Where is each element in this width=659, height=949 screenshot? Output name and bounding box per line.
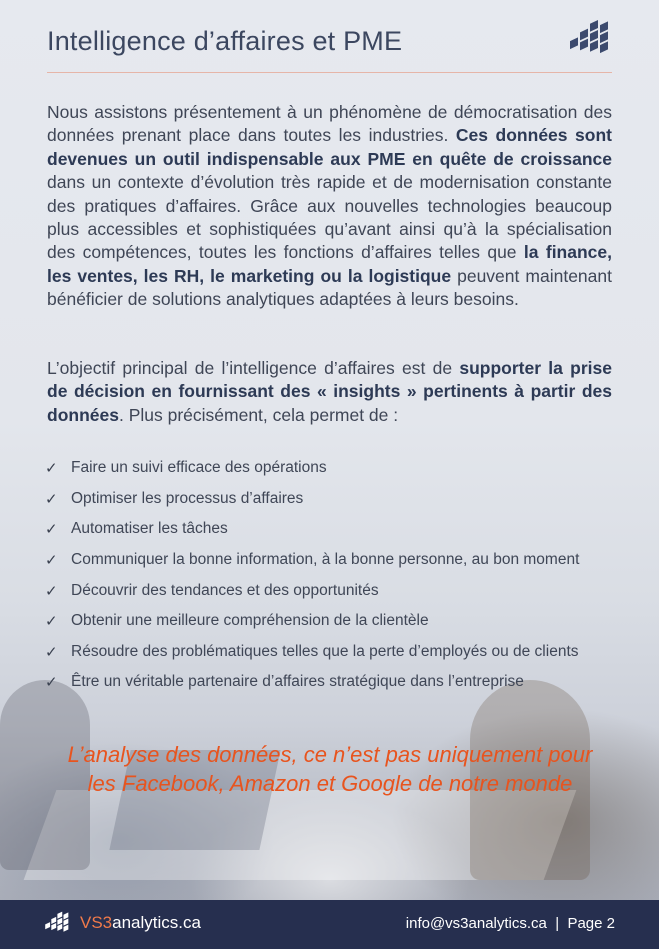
brand-rest: analytics.ca [112,913,201,932]
quote-line-2: les Facebook, Amazon et Google de notre monde [87,771,573,796]
list-item [45,606,579,637]
list-item-label: Faire un suivi efficace des opérations [71,459,327,477]
list-item-label: Être un véritable partenaire d’affaires stratégique dans l’entreprise [71,673,524,691]
list-item-label: Optimiser les processus d’affaires [71,489,304,507]
check-icon: ✓ [45,674,58,692]
page-footer [0,900,659,949]
page-title: Intelligence d’affaires et PME [47,26,403,56]
list-item-label: Communiquer la bonne information, à la bonne personne, au bon moment [71,551,580,569]
list-item [45,514,579,545]
intro-emphasis: Ces données sont devenues un outil indispensable aux PME en quête de croissance [47,125,612,169]
quote-line-1: L’analyse des données, ce n’est pas uniquement pour [67,742,593,767]
benefits-checklist [45,453,579,698]
title-divider [47,72,612,73]
footer-contact: info@vs3analytics.ca | Page 2 [405,915,615,932]
vs3-bar-logo-icon [568,20,614,64]
check-icon: ✓ [45,613,58,631]
intro-emphasis: la finance, les ventes, les RH, le marketing ou la logistique [47,242,612,286]
check-icon: ✓ [45,582,58,600]
footer-brand-link[interactable] [80,913,201,933]
highlight-quote [40,740,620,798]
intro-text: dans un contexte d’évolution très rapide et de modernisation constante des pratiques d’affaires. Grâce aux nouvelles technologies beaucoup plus accessibles et sophistiquées qu’avant ainsi qu’à la spécialisation des compétences, toutes les fonctions d’affaires telles que [47,172,612,263]
list-item [45,453,579,484]
list-item-label: Obtenir une meilleure compréhension de la clientèle [71,612,429,630]
list-item [45,637,579,668]
objective-emphasis: supporter la prise de décision en fournissant des « insights » pertinents à partir des données [47,358,612,425]
intro-text: peuvent maintenant bénéficier de solutions analytiques adaptées à leurs besoins. [47,265,612,310]
intro-paragraph [47,101,612,312]
check-icon: ✓ [45,552,58,570]
background-table [24,790,577,880]
list-item-label: Résoudre des problématiques telles que la perte d’employés ou de clients [71,642,579,660]
check-icon: ✓ [45,643,58,661]
list-item [45,545,579,576]
list-item [45,484,579,515]
vs3-bar-logo-icon [44,911,72,939]
objective-paragraph [47,357,612,427]
objective-text: . Plus précisément, cela permet de : [118,404,399,425]
list-item [45,575,579,606]
check-icon: ✓ [45,460,58,478]
intro-text: Nous assistons présentement à un phénomène de démocratisation des données prenant place dans toutes les industries. [47,102,612,146]
check-icon: ✓ [45,521,58,539]
list-item [45,667,579,698]
list-item-label: Automatiser les tâches [71,520,228,538]
objective-text: L’objectif principal de l’intelligence d’affaires est de [47,358,460,378]
brand-accent: VS3 [80,913,113,932]
check-icon: ✓ [45,490,58,508]
list-item-label: Découvrir des tendances et des opportunités [71,581,379,599]
